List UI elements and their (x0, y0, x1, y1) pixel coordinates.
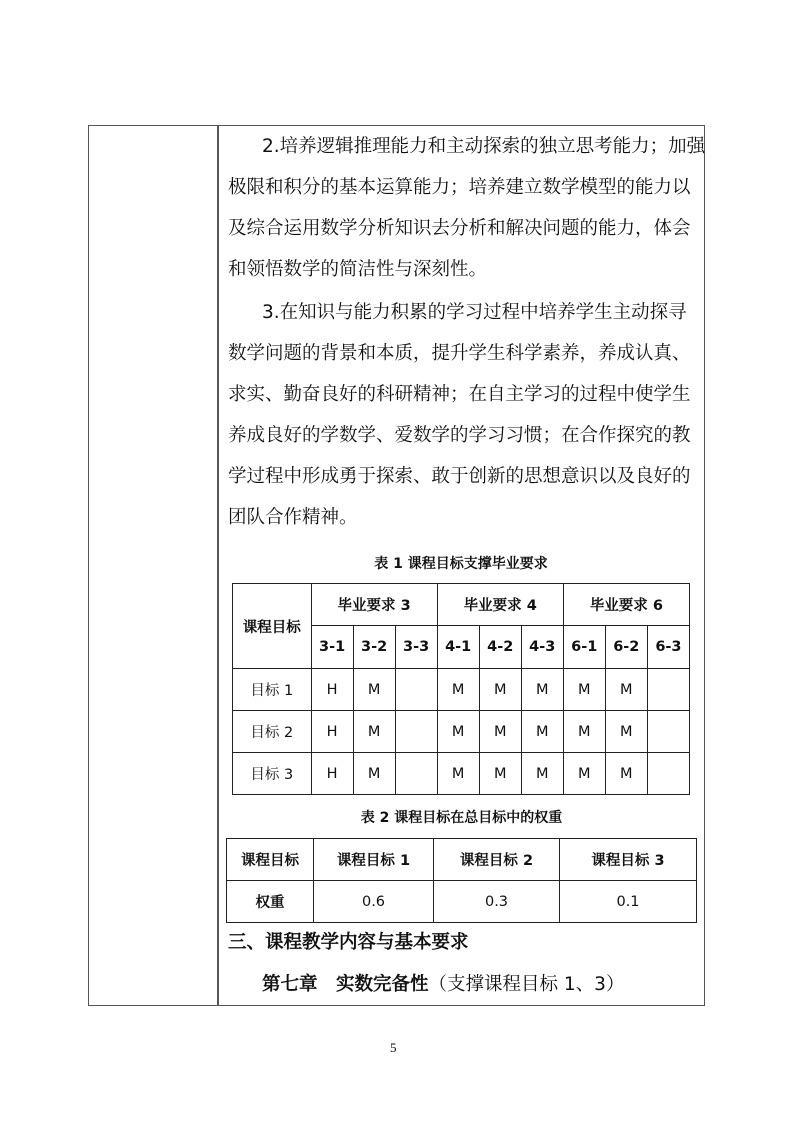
support-level-cell: M (437, 669, 479, 711)
support-level-cell (647, 753, 689, 795)
sub-requirement-header: 4-1 (437, 626, 479, 669)
table-objective-weights (226, 838, 697, 923)
text-line: 数学问题的背景和本质，提升学生科学素养，养成认真、 (228, 343, 691, 364)
table2-header: 课程目标 1 (314, 839, 434, 881)
support-level-cell (647, 711, 689, 753)
support-level-cell: M (353, 669, 395, 711)
table-objectives-requirements (232, 583, 690, 795)
group-header: 毕业要求 3 (311, 584, 437, 626)
text-line: 学过程中形成勇于探索、敢于创新的思想意识以及良好的 (228, 466, 691, 487)
support-level-cell: M (437, 753, 479, 795)
support-level-cell: M (605, 753, 647, 795)
table2-header: 课程目标 (227, 839, 314, 881)
sub-requirement-header: 4-3 (521, 626, 563, 669)
text-line: 养成良好的学数学、爱数学的学习习惯；在合作探究的教 (228, 425, 691, 446)
sub-requirement-header: 6-3 (647, 626, 689, 669)
row-label: 目标 3 (233, 753, 312, 795)
support-level-cell: H (311, 753, 353, 795)
table2-caption: 表 2 课程目标在总目标中的权重 (360, 810, 563, 826)
text-line: 及综合运用数学分析知识去分析和解决问题的能力，体会 (228, 218, 691, 239)
table2-header: 课程目标 3 (560, 839, 697, 881)
row-label: 目标 2 (233, 711, 312, 753)
text-line: 2.培养逻辑推理能力和主动探索的独立思考能力；加强 (262, 136, 706, 157)
table-row (233, 711, 690, 753)
row-label: 目标 1 (233, 669, 312, 711)
text-line: 和领悟数学的简洁性与深刻性。 (228, 259, 488, 280)
support-level-cell: M (353, 753, 395, 795)
chapter-title: 第七章 实数完备性 (262, 974, 429, 995)
support-level-cell (395, 669, 437, 711)
table2-header: 课程目标 2 (434, 839, 560, 881)
weight-value: 0.3 (434, 881, 560, 923)
support-level-cell: M (521, 711, 563, 753)
support-level-cell: M (563, 669, 605, 711)
sub-requirement-header: 6-2 (605, 626, 647, 669)
table-row (233, 669, 690, 711)
sub-requirement-header: 4-2 (479, 626, 521, 669)
support-level-cell: M (353, 711, 395, 753)
support-level-cell: M (521, 753, 563, 795)
support-level-cell (395, 711, 437, 753)
weight-value: 0.1 (560, 881, 697, 923)
text-line: 团队合作精神。 (228, 507, 358, 528)
weight-label: 权重 (227, 881, 314, 923)
section-heading: 三、课程教学内容与基本要求 (228, 932, 469, 953)
support-level-cell: M (479, 669, 521, 711)
support-level-cell: M (605, 711, 647, 753)
support-level-cell: H (311, 711, 353, 753)
support-level-cell: M (563, 753, 605, 795)
support-level-cell: M (479, 753, 521, 795)
support-level-cell: M (479, 711, 521, 753)
support-level-cell: H (311, 669, 353, 711)
support-level-cell (395, 753, 437, 795)
support-level-cell: M (563, 711, 605, 753)
page-number: 5 (390, 1040, 397, 1055)
chapter-heading (262, 970, 624, 996)
table-row (233, 753, 690, 795)
chapter-note: （支撑课程目标 1、3） (428, 974, 625, 995)
support-level-cell: M (521, 669, 563, 711)
text-line: 3.在知识与能力积累的学习过程中培养学生主动探寻 (262, 302, 687, 323)
sub-requirement-header: 6-1 (563, 626, 605, 669)
table1-caption: 表 1 课程目标支撑毕业要求 (374, 556, 548, 572)
sub-requirement-header: 3-3 (395, 626, 437, 669)
column-divider (217, 125, 219, 1006)
support-level-cell: M (605, 669, 647, 711)
weight-value: 0.6 (314, 881, 434, 923)
sub-requirement-header: 3-2 (353, 626, 395, 669)
support-level-cell: M (437, 711, 479, 753)
table1-corner-header: 课程目标 (233, 584, 312, 669)
paragraph-objective-2 (228, 126, 706, 290)
group-header: 毕业要求 4 (437, 584, 563, 626)
group-header: 毕业要求 6 (563, 584, 689, 626)
paragraph-objective-3 (228, 292, 698, 538)
text-line: 求实、勤奋良好的科研精神；在自主学习的过程中使学生 (228, 384, 691, 405)
sub-requirement-header: 3-1 (311, 626, 353, 669)
support-level-cell (647, 669, 689, 711)
text-line: 极限和积分的基本运算能力；培养建立数学模型的能力以 (228, 177, 691, 198)
